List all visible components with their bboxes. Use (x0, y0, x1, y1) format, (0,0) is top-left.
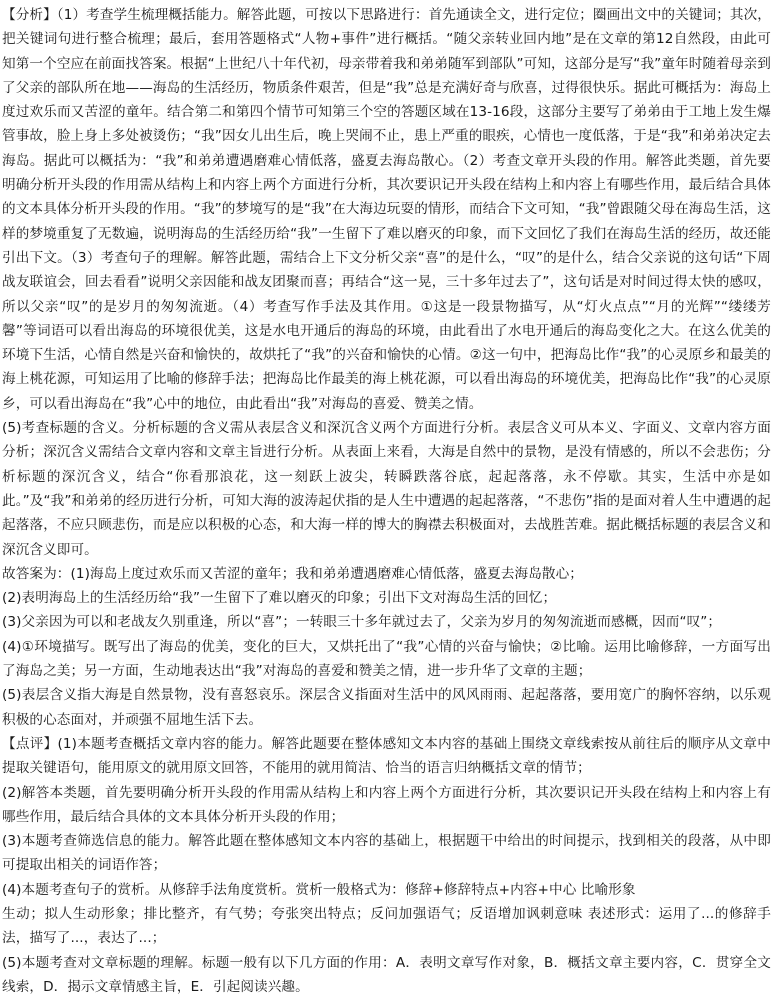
answer-line-1: 故答案为：(1)海岛上度过欢乐而又苦涩的童年；我和弟弟遭遇磨难心情低落，盛夏去海岛散心； (2, 565, 583, 582)
comment-paragraph-1 (2, 732, 771, 781)
analysis-text: （1）考查学生梳理概括能力。解答此题，可按以下思路进行：首先通读全文，进行定位；圈画出文中的关键词；其次，把关键词句进行整合梳理；最后，套用答题格式“人物+事件”进行概括。“随父亲转业回内地”是在文章的第12自然段，由此可知第一个空应在前面找答案。根据“上世纪八十年代初，母亲带着我和弟弟随军到部队”可知，这部分是写“我”童年时随着母亲到了父亲的部队所在地——海岛的生活经历，物质条件艰苦，但是“我”总是充满好奇与欣喜，过得很快乐。据此可概括为：海岛上度过欢乐而又苦涩的童年。结合第二和第四个情节可知第三个空的答题区域在13-16段，这部分主要写了弟弟由于工地上发生爆管事故，脸上身上多处被烫伤；“我”因女儿出生后，晚上哭闹不止，患上严重的眼疾，心情也一度低落，于是“我”和弟弟决定去海岛。据此可以概括为：“我”和弟弟遭遇磨难心情低落，盛夏去海岛散心。（2）考查文章开头段的作用。解答此类题，首先要明确分析开头段的作用需从结构上和内容上两个方面进行分析，其次要识记开头段在结构上和内容上有哪些作用，最后结合具体的文本具体分析开头段的作用。“我”的梦境写的是“我”在大海边玩耍的情形，而结合下文可知，“我”曾跟随父母在海岛生活，这样的梦境重复了无数遍，说明海岛的生活经历给“我”一生留下了难以磨灭的印象，而下文回忆了我们在海岛生活的经历，故还能引出下文。（3）考查句子的理解。解答此题，需结合上下文分析父亲“喜”的是什么，“叹”的是什么，结合父亲说的这句话“下周战友联谊会，回去看看”说明父亲因能和战友团聚而喜；再结合“这一晃，三十多年过去了”，这句话是对时间过得太快的感叹，所以父亲“叹”的是岁月的匆匆流逝。（4）考查写作手法及其作用。①这是一段景物描写，从“灯火点点”“月的光辉”“缕缕芳馨”等词语可以看出海岛的环境很优美，这是水电开通后的海岛的环境，由此看出了水电开通后的海岛变化之大。在这么优美的环境下生活，心情自然是兴奋和愉快的，故烘托了“我”的兴奋和愉快的心情。②这一句中，把海岛比作“我”的心灵原乡和最美的海上桃花源，可知运用了比喻的修辞手法；把海岛比作最美的海上桃花源，可以看出海岛的环境优美，把海岛比作“我”的心灵原乡，可以看出海岛在“我”心中的地位，由此看出“我”对海岛的喜爱、赞美之情。 (2, 7, 771, 412)
analysis-paragraph-5: (5)考查标题的含义。分析标题的含义需从表层含义和深沉含义两个方面进行分析。表层含义可从本义、字面义、文章内容方面分析；深沉含义需结合文章内容和文章主旨进行分析。从表面上来看，大海是自然中的景物，是没有情感的，所以不会悲伤；分析标题的深沉含义，结合“你看那浪花，这一刻跃上波尖，转瞬跌落谷底，起起落落，永不停歇。其实，生活中亦是如此。”及“我”和弟弟的经历进行分析，可知大海的波涛起伏指的是人生中遭遇的起起落落，“不悲伤”指的是面对着人生中遭遇的起起落落，不应只顾悲伤，而是应以积极的心态，和大海一样的博大的胸襟去积极面对，去战胜苦难。据此概括标题的表层含义和深沉含义即可。 (2, 420, 771, 558)
analysis-paragraph (2, 3, 771, 416)
answer-line-2: (2)表明海岛上的生活经历给“我”一生留下了难以磨灭的印象；引出下文对海岛生活的回忆； (2, 590, 557, 607)
comment-text-1: (1)本题考查概括文章内容的能力。解答此题要在整体感知文本内容的基础上围绕文章线索按从前往后的顺序从文章中提取关键语句，能用原文的就用原文回答，不能用的就用简洁、恰当的语言归纳概括文章的情节； (2, 735, 771, 777)
comment-paragraph-5: (5)本题考查对文章标题的理解。标题一般有以下几方面的作用：A．表明文章写作对象，B．概括文章主要内容，C．贯穿全文线索，D．揭示文章情感主旨，E．引起阅读兴趣。 (2, 954, 771, 995)
comment-paragraph-3: (3)本题考查筛选信息的能力。解答此题在整体感知文本内容的基础上，根据题干中给出的时间提示，找到相关的段落，从中即可提取出相关的词语作答； (2, 833, 771, 874)
comment-paragraph-2: (2)解答本类题，首先要明确分析开头段的作用需从结构上和内容上两个方面进行分析，其次要识记开头段在结构上和内容上有哪些作用，最后结合具体的文本具体分析开头段的作用； (2, 784, 771, 825)
analysis-label: 【分析】 (2, 7, 57, 23)
comment-paragraph-4-cont: 生动；拟人生动形象；排比整齐，有气势；夸张突出特点；反问加强语气；反语增加讽刺意味 表述形式：运用了...的修辞手法，描写了...，表达了...； (2, 905, 771, 947)
answer-line-5: (5)表层含义指大海是自然景物，没有喜怒哀乐。深层含义指面对生活中的风风雨雨、起起落落，要用宽广的胸怀容纳，以乐观积极的心态面对，并顽强不屈地生活下去。 (2, 687, 771, 728)
answer-line-4: (4)①环境描写。既写出了海岛的优美，变化的巨大，又烘托出了“我”心情的兴奋与愉快；②比喻。运用比喻修辞，一方面写出了海岛之美；另一方面，生动地表达出“我”对海岛的喜爱和赞美之情，进一步升华了文章的主题； (2, 638, 771, 680)
comment-paragraph-4: (4)本题考查句子的赏析。从修辞手法角度赏析。赏析一般格式为：修辞+修辞特点+内容+中心 比喻形象 (2, 881, 636, 898)
comment-label: 【点评】 (2, 735, 58, 752)
answer-line-3: (3)父亲因为可以和老战友久别重逢，所以“喜”；一转眼三十多年就过去了，父亲为岁月的匆匆流逝而感概，因而“叹”； (2, 614, 722, 631)
